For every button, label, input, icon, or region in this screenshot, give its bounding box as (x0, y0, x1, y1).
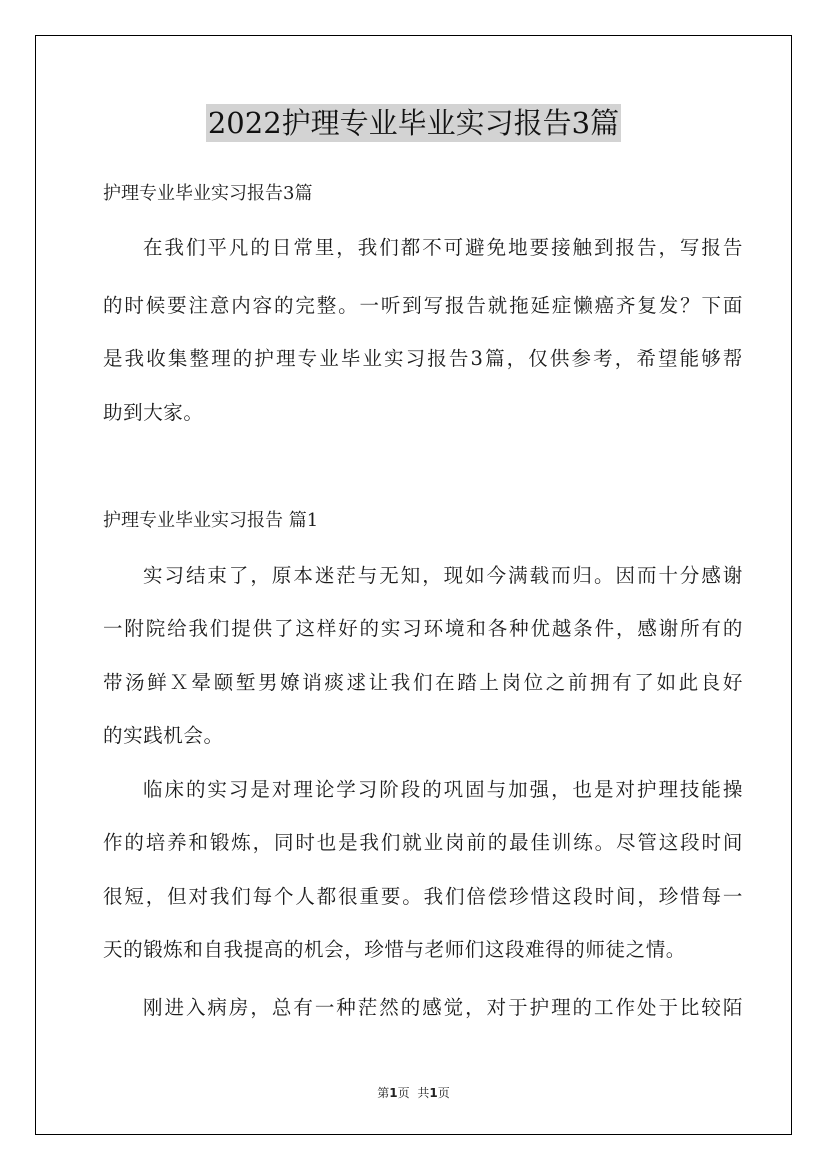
paragraph-line: 作的培养和锻炼，同时也是我们就业岗前的最佳训练。尽管这段时间 (103, 831, 743, 854)
intro-line: 是我收集整理的护理专业毕业实习报告3篇，仅供参考，希望能够帮 (103, 347, 743, 370)
total-pages: 1 (429, 1086, 438, 1100)
paragraph-line: 实习结束了，原本迷茫与无知，现如今满载而归。因而十分感谢 (143, 564, 743, 587)
section-heading: 护理专业毕业实习报告 篇1 (103, 510, 319, 531)
total-label-suffix: 页 (437, 1086, 450, 1100)
document-subtitle: 护理专业毕业实习报告3篇 (103, 183, 313, 204)
paragraph-line: 带汤鲜Ｘ晕颐堑男嫽诮痰逑让我们在踏上岗位之前拥有了如此良好 (103, 671, 743, 694)
document-title: 2022护理专业毕业实习报告3篇 (207, 106, 620, 140)
paragraph-line: 一附院给我们提供了这样好的实习环境和各种优越条件，感谢所有的 (103, 617, 743, 640)
page-footer (0, 1086, 827, 1100)
page-label-suffix: 页 (397, 1086, 410, 1100)
intro-line: 在我们平凡的日常里，我们都不可避免地要接触到报告，写报告 (143, 236, 743, 259)
paragraph-line: 很短，但对我们每个人都很重要。我们倍偿珍惜这段时间，珍惜每一 (103, 885, 743, 908)
page-number: 1 (389, 1086, 398, 1100)
intro-line: 助到大家。 (103, 401, 204, 424)
page-label-prefix: 第 (377, 1086, 390, 1100)
paragraph-line: 临床的实习是对理论学习阶段的巩固与加强，也是对护理技能操 (143, 778, 743, 801)
title-container (0, 104, 827, 142)
intro-line: 的时候要注意内容的完整。一听到写报告就拖延症懒癌齐复发？下面 (103, 294, 743, 317)
paragraph-line: 的实践机会。 (103, 724, 224, 747)
paragraph-line: 天的锻炼和自我提高的机会，珍惜与老师们这段难得的师徒之情。 (103, 938, 686, 961)
paragraph-line: 刚进入病房，总有一种茫然的感觉，对于护理的工作处于比较陌 (143, 996, 743, 1019)
total-label-prefix: 共 (417, 1086, 430, 1100)
